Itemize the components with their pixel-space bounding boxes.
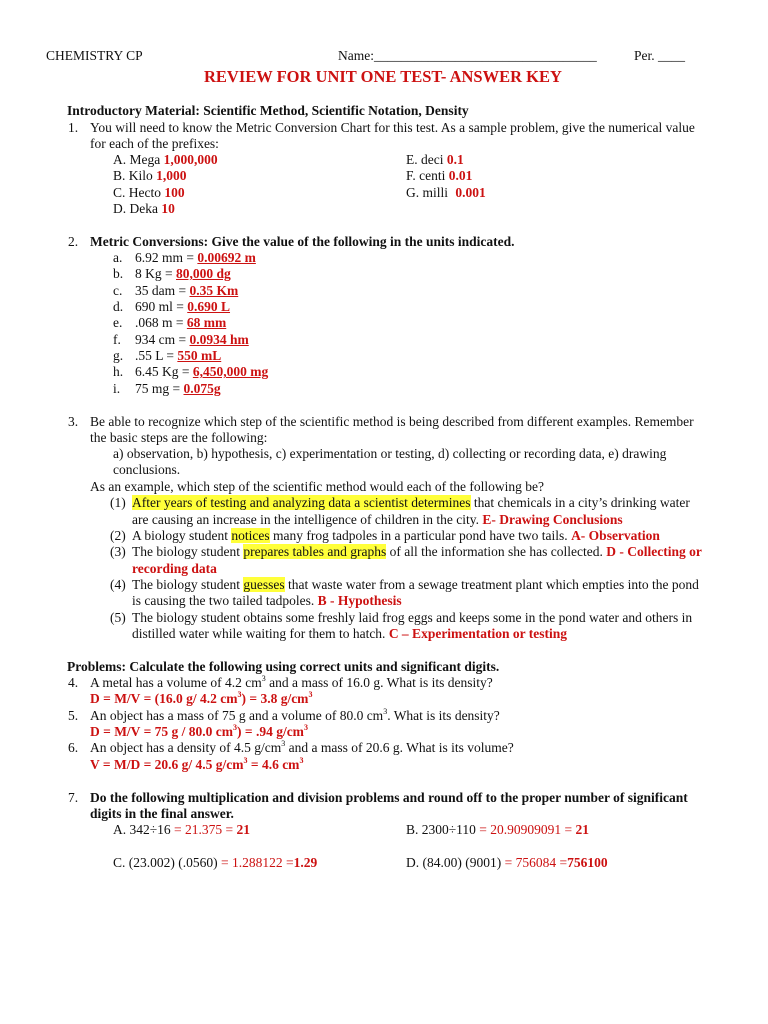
- name-field-label: Name:_________________________________: [338, 48, 597, 63]
- q2-item-letter: e.: [113, 315, 123, 330]
- q2-item: .55 L = 550 mL: [135, 348, 222, 363]
- q2-item-letter: h.: [113, 364, 124, 379]
- q2-item-letter: d.: [113, 299, 124, 314]
- q2-item: 6.45 Kg = 6,450,000 mg: [135, 364, 269, 379]
- q3-item-answer-cont: recording data: [132, 561, 217, 576]
- q7-item-c: C. (23.002) (.0560) = 1.288122 =1.29: [113, 855, 318, 870]
- problems-heading: Problems: Calculate the following using correct units and significant digits.: [67, 659, 500, 674]
- q1-number: 1.: [68, 120, 79, 135]
- q1-item: G. milli 0.001: [406, 185, 486, 200]
- q2-item-letter: b.: [113, 266, 124, 281]
- q3-item: A biology student notices many frog tadpoles in a particular pond have two tails. A- Observation: [132, 528, 660, 543]
- q2-item: 690 ml = 0.690 L: [135, 299, 231, 314]
- q2-number: 2.: [68, 234, 79, 249]
- q3-item-number: (3): [110, 544, 126, 559]
- q3-item-cont: are causing an increase in the intelligence of children in the city. E- Drawing Conclusions: [132, 512, 623, 527]
- q2-item: 75 mg = 0.075g: [135, 381, 221, 396]
- q2-item: .068 m = 68 mm: [135, 315, 227, 330]
- q2-item-letter: i.: [113, 381, 121, 396]
- q3-item: The biology student obtains some freshly laid frog eggs and keeps some in the pond water and others in: [132, 610, 693, 625]
- q1-item: B. Kilo 1,000: [113, 168, 187, 183]
- q3-item-number: (5): [110, 610, 126, 625]
- q3-item-cont: distilled water while waiting for them to hatch. C – Experimentation or testing: [132, 626, 568, 641]
- q3-steps-line1: a) observation, b) hypothesis, c) experimentation or testing, d) collecting or recording data, e) drawing: [113, 446, 667, 461]
- q3-item: The biology student guesses that waste water from a sewage treatment plant which empties into the pond: [132, 577, 699, 592]
- q5-number: 5.: [68, 708, 79, 723]
- q2-item: 6.92 mm = 0.00692 m: [135, 250, 256, 265]
- q7-text-line1: Do the following multiplication and division problems and round off to the proper number of significant: [90, 790, 688, 805]
- q1-item: F. centi 0.01: [406, 168, 473, 183]
- q3-item: The biology student prepares tables and graphs of all the information she has collected. D - Collecting or: [132, 544, 702, 559]
- q1-item: E. deci 0.1: [406, 152, 464, 167]
- q7-item-d: D. (84.00) (9001) = 756084 =756100: [406, 855, 608, 870]
- q5-answer: D = M/V = 75 g / 80.0 $cm^3) = .94$ $g/cm^3$: [90, 722, 308, 739]
- q1-item: A. Mega 1,000,000: [113, 152, 218, 167]
- q6-number: 6.: [68, 740, 79, 755]
- q2-text: Metric Conversions: Give the value of the following in the units indicated.: [90, 234, 515, 249]
- q5-text: An object has a mass of 75 g and a volume of 80.0 $cm^3$. What is its density?: [90, 706, 500, 723]
- q1-text-line1: You will need to know the Metric Conversion Chart for this test. As a sample problem, give the numerical value: [90, 120, 695, 135]
- q4-number: 4.: [68, 675, 79, 690]
- q4-text: A metal has a volume of 4.2 $cm^3$ and a mass of 16.0 g. What is its density?: [90, 673, 493, 690]
- section-intro-heading: Introductory Material: Scientific Method, Scientific Notation, Density: [67, 103, 469, 118]
- q1-text-line2: for each of the prefixes:: [90, 136, 219, 151]
- q7-text-line2: digits in the final answer.: [90, 806, 234, 821]
- q2-item-letter: f.: [113, 332, 121, 347]
- period-field-label: Per. ____: [634, 48, 686, 63]
- q2-item: 35 dam = 0.35 Km: [135, 283, 239, 298]
- q3-item-cont: is causing the two tailed tadpoles. B - Hypothesis: [132, 593, 402, 608]
- q3-item-number: (1): [110, 495, 126, 510]
- q6-text: An object has a density of 4.5 $g/cm^3$ and a mass of 20.6 g. What is its volume?: [90, 738, 514, 755]
- q3-example-intro: As an example, which step of the scientific method would each of the following be?: [90, 479, 544, 494]
- q2-item: 934 cm = 0.0934 hm: [135, 332, 249, 347]
- q7-item-b: B. 2300÷110 = 20.90909091 = 21: [406, 822, 590, 837]
- q4-answer: D = M/V = (16.0 g/ 4.2 $cm^3) = 3.8$ $g/cm^3$: [90, 689, 313, 706]
- q3-text-line2: the basic steps are the following:: [90, 430, 268, 445]
- q2-item-letter: g.: [113, 348, 124, 363]
- course-label: CHEMISTRY CP: [46, 48, 143, 63]
- q2-item-letter: a.: [113, 250, 123, 265]
- q2-item: 8 Kg = 80,000 dg: [135, 266, 231, 281]
- q3-number: 3.: [68, 414, 79, 429]
- q2-item-letter: c.: [113, 283, 123, 298]
- q7-number: 7.: [68, 790, 79, 805]
- q1-item: D. Deka 10: [113, 201, 175, 216]
- q1-item: C. Hecto 100: [113, 185, 185, 200]
- q6-answer: V = M/D = 20.6 g/ 4.5 $g/cm^3 = 4.6$ $cm^3$: [90, 755, 304, 772]
- q3-item: After years of testing and analyzing data a scientist determines that chemicals in a city’s drinking water: [132, 495, 690, 510]
- q3-text-line1: Be able to recognize which step of the scientific method is being described from different examples. Remember: [90, 414, 694, 429]
- q3-item-number: (4): [110, 577, 126, 592]
- q7-item-a: A. 342÷16 = 21.375 = 21: [113, 822, 251, 837]
- q3-steps-line2: conclusions.: [113, 462, 181, 477]
- page-title: REVIEW FOR UNIT ONE TEST- ANSWER KEY: [204, 67, 562, 86]
- q3-item-number: (2): [110, 528, 126, 543]
